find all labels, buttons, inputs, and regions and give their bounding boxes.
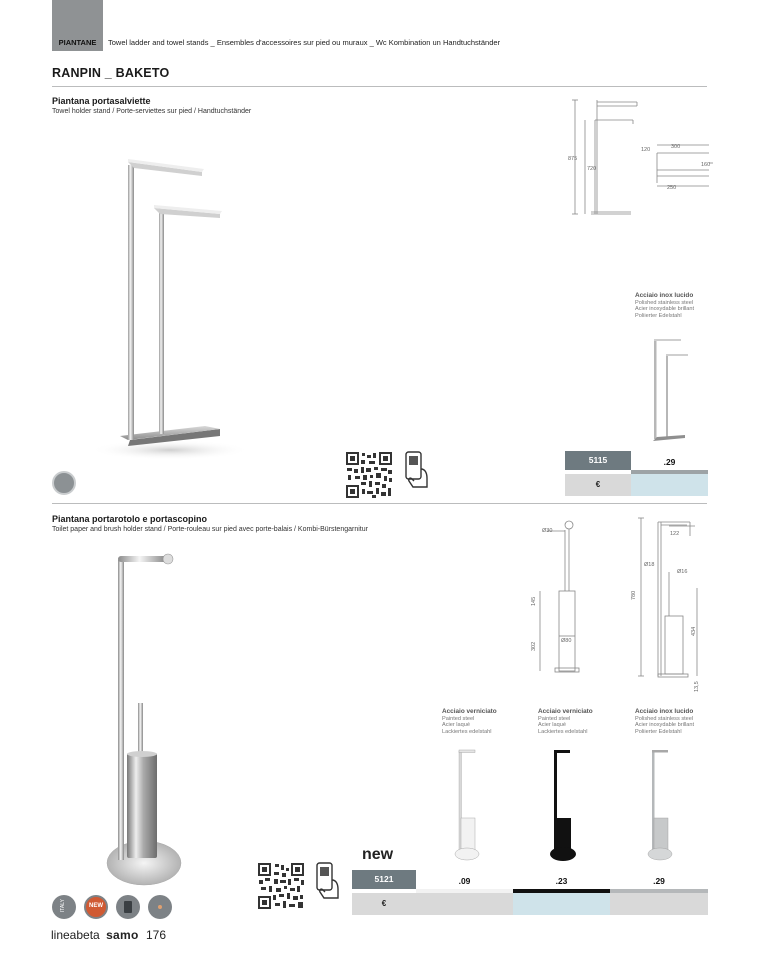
dim-13-5: 13,5 [694,681,700,692]
new-label: new [362,846,394,863]
finish-line: Painted steel [538,715,571,722]
dim-122: 122 [670,531,680,537]
finish-line: Lackiertes edelstahl [538,728,588,735]
price-bg-cell [416,893,513,915]
price-5115: .29 [663,457,676,467]
page-number: 176 [145,928,166,942]
finish-line: Poliierter Edelstahl [635,312,682,319]
currency-cell: € [565,474,631,496]
dim-875: 875 [568,156,578,162]
white-finish-thumbnail [450,748,490,863]
dim-120: 120 [641,147,651,153]
finish-line: Polished stainless steel [635,299,694,306]
currency-cell: € [352,893,416,915]
price-5121-white: .09 [458,876,471,886]
section1-finish [635,293,694,319]
header-description: Towel ladder and towel stands _ Ensembles d'accessoires sur pied ou muraux _ Wc Kombination un Handtuchständer [108,38,501,47]
finish-line: Acier laqué [442,722,470,729]
toilet-stand-photo [100,548,190,893]
finish-line: Acier laqué [538,722,566,729]
towel-stand-drawing [565,98,715,220]
finish-line: Poliierter Edelstahl [635,728,682,735]
dim-d30: Ø30 [542,528,553,534]
italy-badge-icon [52,895,76,919]
header-tab-label: PIANTANE [58,38,97,47]
smartphone-scan-icon [403,451,429,491]
toilet-stand-drawing-b [625,516,710,696]
section1-title: Piantana portasalviette [52,96,151,106]
price-bg-cell [513,893,610,915]
dim-160: 160 [701,162,711,168]
dim-302: 302 [531,641,537,651]
toilet-stand-drawing-a [525,516,605,696]
dim-250: 250 [667,185,677,191]
qr-code-icon[interactable] [257,862,305,910]
finish-title: Acciaio verniciato [442,708,497,715]
qr-code-icon[interactable] [345,451,393,499]
product-code-5115: 5115 [565,451,631,470]
finish-line: Polished stainless steel [635,715,694,722]
towel-stand-photo [80,150,250,465]
finish-title: Acciaio verniciato [538,708,593,715]
dim-d80: Ø80 [561,638,572,644]
finish-line: Painted steel [442,715,475,722]
dim-300: 300 [671,144,681,150]
towel-stand-thumbnail [645,335,695,445]
price-5121-steel: .29 [653,876,665,886]
price-bg-cell [610,893,708,915]
dim-d16: Ø16 [677,569,688,575]
collection-title: RANPIN _ BAKETO [52,66,170,80]
price-5121-black: .23 [555,876,568,886]
finish-line: Acier inoxydable brillant [635,306,695,313]
section2-title: Piantana portarotolo e portascopino [52,514,208,524]
brand-samo: samo [106,928,139,942]
finish-line: Lackiertes edelstahl [442,728,492,735]
brand-lineabeta: lineabeta [51,928,100,942]
finish-title: Acciaio inox lucido [635,292,694,299]
new-badge-icon [84,895,108,919]
black-finish-thumbnail [545,748,585,863]
certification-badge-icon [52,471,76,495]
steel-finish-thumbnail [643,748,683,863]
dim-780: 780 [631,590,637,600]
section2-finish-3 [635,709,694,735]
product-code-5121: 5121 [352,870,416,889]
dim-720: 720 [587,166,597,172]
section2-finish-2 [538,709,593,735]
header-divider [52,86,707,87]
finish-line: Acier inoxydable brillant [635,722,695,729]
section2-finish-1 [442,709,497,735]
section-divider [52,503,707,504]
packaging-badge-icon [116,895,140,919]
dim-145: 145 [531,596,537,606]
mounting-badge-icon [148,895,172,919]
dim-d18: Ø18 [644,562,655,568]
dim-434: 434 [691,626,697,636]
italy-label: ITALY [60,899,66,913]
price-bg-cell [631,474,708,496]
section1-subtitle: Towel holder stand / Porte-serviettes sur pied / Handtuchständer [52,108,252,115]
smartphone-scan-icon [314,862,340,902]
finish-title: Acciaio inox lucido [635,708,694,715]
new-badge-label: NEW [89,903,103,909]
footer-brand [51,928,166,942]
section2-subtitle: Toilet paper and brush holder stand / Porte-rouleau sur pied avec porte-balais / Kombi-Bürstengarnitur [52,526,368,533]
